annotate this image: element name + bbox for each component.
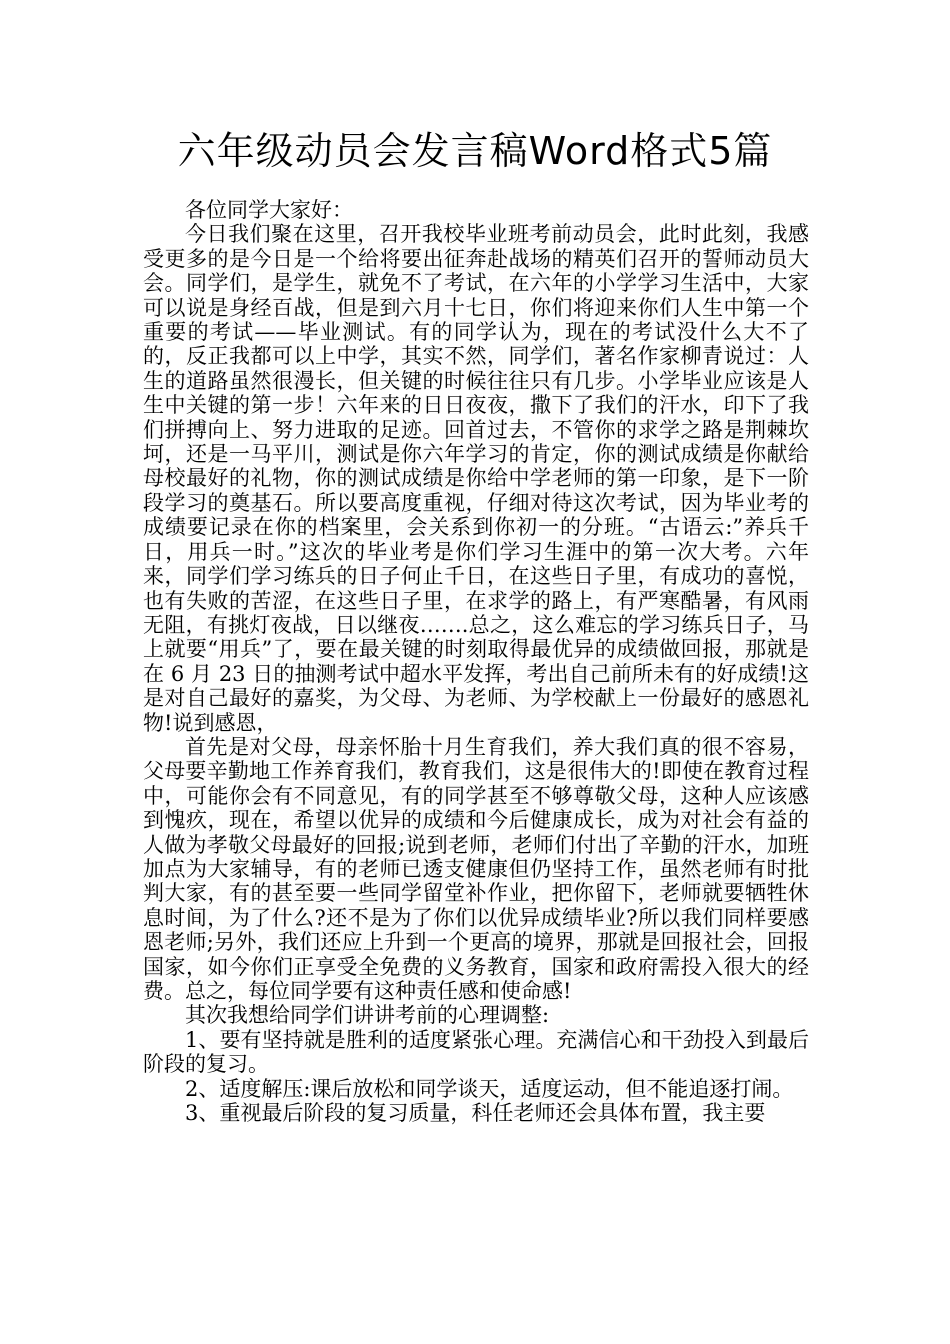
body-paragraph: 今日我们聚在这里，召开我校毕业班考前动员会，此时此刻，我感受更多的是今日是一个给将要出征奔赴战场的精英们召开的誓师动员大会。同学们，是学生，就免不了考试，在六年的小学学习生活中，大家可以说是身经百战，但是到六月十七日，你们将迎来你们人生中第一个重要的考试——毕业测试。有的同学认为，现在的考试没什么大不了的，反正我都可以上中学，其实不然，同学们，著名作家柳青说过：人生的道路虽然很漫长，但关键的时候往往只有几步。小学毕业应该是人生中关键的第一步！六年来的日日夜夜，撒下了我们的汗水，印下了我们拼搏向上、努力进取的足迹。回首过去，不管你的求学之路是荆棘坎坷，还是一马平川，测试是你六年学习的肯定，你的测试成绩是你献给母校最好的礼物，你的测试成绩是你给中学老师的第一印象，是下一阶段学习的奠基石。所以要高度重视，仔细对待这次考试，因为毕业考的成绩要记录在你的档案里，会关系到你初一的分班。“古语云:”养兵千日，用兵一时。”这次的毕业考是你们学习生涯中的第一次大考。六年来，同学们学习练兵的日子何止千日，在这些日子里，有成功的喜悦，也有失败的苦涩，在这些日子里，在求学的路上，有严寒酷暑，有风雨无阻，有挑灯夜战，日以继夜…….总之，这么难忘的学习练兵日子，马上就要“用兵”了，要在最关键的时刻取得最优异的成绩做回报，那就是在 6 月 23 日的抽测考试中超水平发挥，考出自己前所未有的好成绩!这是对自己最好的嘉奖，为父母、为老师、为学校献上一份最好的感恩礼物!说到感恩， <box>143 222 809 735</box>
greeting-paragraph: 各位同学大家好： <box>185 198 353 222</box>
list-item-paragraph: 1、要有坚持就是胜利的适度紧张心理。充满信心和干劲投入到最后阶段的复习。 <box>143 1027 809 1077</box>
list-item-paragraph: 3、重视最后阶段的复习质量，科任老师还会具体布置，我主要 <box>185 1101 766 1126</box>
document-body <box>143 198 809 1125</box>
body-paragraph: 首先是对父母，母亲怀胎十月生育我们，养大我们真的很不容易，父母要辛勤地工作养育我们，教育我们，这是很伟大的!即使在教育过程中，可能你会有不同意见，有的同学甚至不够尊敬父母，这种人应该感到愧疚，现在，希望以优异的成绩和今后健康成长，成为对社会有益的人做为孝敬父母最好的回报;说到老师，老师们付出了辛勤的汗水，加班加点为大家辅导，有的老师已透支健康但仍坚持工作，虽然老师有时批判大家，有的甚至要一些同学留堂补作业，把你留下，老师就要牺牲休息时间，为了什么?还不是为了你们以优异成绩毕业?所以我们同样要感恩老师;另外，我们还应上升到一个更高的境界，那就是回报社会，回报国家，如今你们正享受全免费的义务教育，国家和政府需投入很大的经费。总之，每位同学要有这种责任感和使命感! <box>143 734 809 1003</box>
list-item-paragraph: 2、适度解压:课后放松和同学谈天，适度运动，但不能追逐打闹。 <box>185 1076 794 1101</box>
document-title: 六年级动员会发言稿Word格式5篇 <box>177 129 773 173</box>
body-paragraph: 其次我想给同学们讲讲考前的心理调整: <box>185 1003 550 1028</box>
